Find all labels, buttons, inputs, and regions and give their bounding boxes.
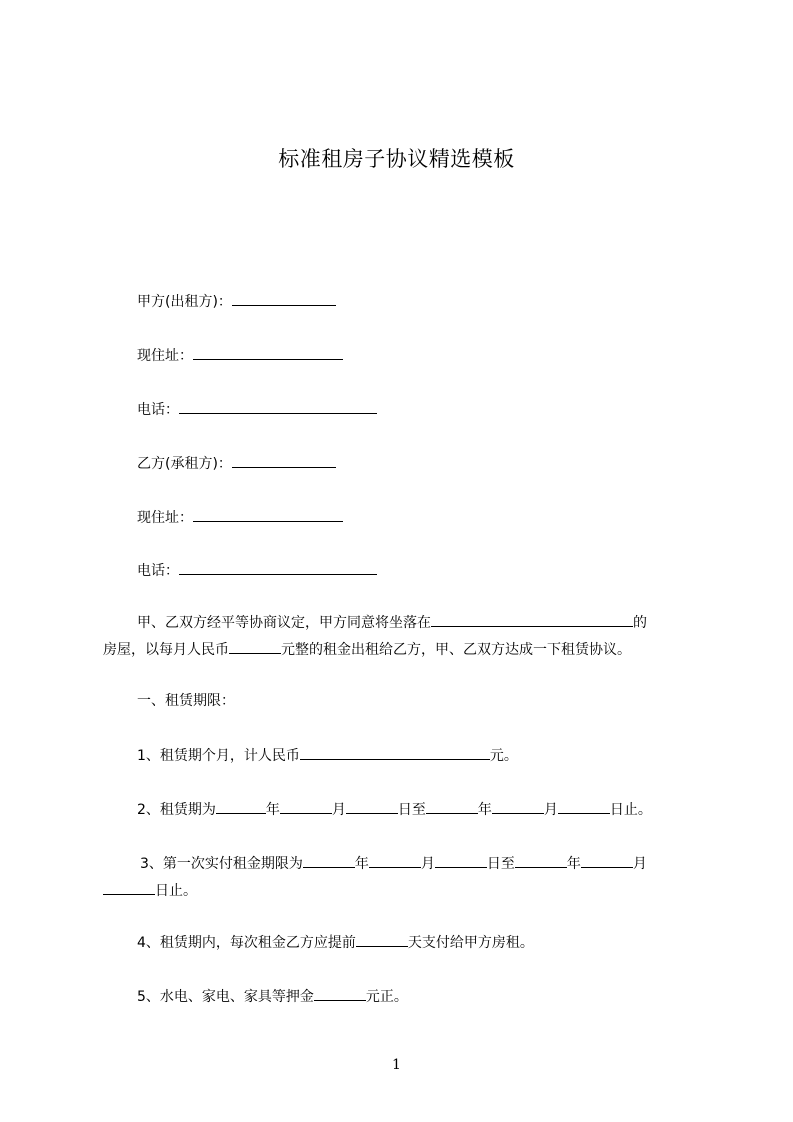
first-end-month-blank[interactable] bbox=[581, 853, 633, 868]
month-label: 月 bbox=[331, 802, 346, 818]
day-label: 日 bbox=[609, 802, 624, 818]
intro-text-4: 元整的租金出租给乙方，甲、乙双方达成一下租赁协议。 bbox=[281, 642, 631, 658]
property-location-blank[interactable] bbox=[431, 612, 633, 627]
item-3-line-2 bbox=[103, 880, 197, 901]
party-b-phone-blank[interactable] bbox=[179, 560, 377, 575]
end-label: 止。 bbox=[169, 883, 197, 899]
end-year-blank[interactable] bbox=[426, 799, 478, 814]
party-a-line bbox=[137, 291, 336, 312]
party-a-phone-blank[interactable] bbox=[179, 399, 377, 414]
party-a-blank[interactable] bbox=[232, 291, 336, 306]
intro-text-1: 甲、乙双方经平等协商议定，甲方同意将坐落在 bbox=[137, 615, 431, 631]
year-label: 年 bbox=[477, 802, 492, 818]
intro-text-3: 房屋，以每月人民币 bbox=[103, 642, 229, 658]
day-label: 日 bbox=[397, 802, 412, 818]
party-b-line bbox=[137, 453, 336, 474]
page-number: 1 bbox=[392, 1057, 401, 1073]
first-start-year-blank[interactable] bbox=[303, 853, 355, 868]
end-day-blank[interactable] bbox=[558, 799, 610, 814]
item-4-line bbox=[137, 932, 534, 953]
total-rent-blank[interactable] bbox=[300, 745, 490, 760]
party-a-address-line bbox=[137, 345, 343, 366]
party-a-phone-line bbox=[137, 399, 377, 420]
to-label: 至 bbox=[411, 802, 426, 818]
day-label: 日 bbox=[155, 883, 169, 899]
item-5-text-b: 元正。 bbox=[365, 989, 408, 1005]
item-1-text-a: 1、租赁期个月，计人民币 bbox=[137, 748, 300, 764]
item-1-line bbox=[137, 745, 518, 766]
end-label: 止。 bbox=[623, 802, 652, 818]
party-a-phone-label: 电话： bbox=[137, 402, 179, 418]
document-title: 标准租房子协议精选模板 bbox=[278, 147, 515, 171]
party-b-blank[interactable] bbox=[232, 453, 336, 468]
party-b-address-blank[interactable] bbox=[193, 507, 343, 522]
deposit-blank[interactable] bbox=[314, 986, 366, 1001]
year-label: 年 bbox=[354, 856, 369, 872]
party-b-phone-line bbox=[137, 560, 377, 581]
item-3-text-a: 3、第一次实付租金期限为 bbox=[140, 856, 303, 872]
month-label: 月 bbox=[543, 802, 558, 818]
intro-line-2 bbox=[103, 639, 631, 660]
first-end-day-blank[interactable] bbox=[103, 880, 155, 895]
party-b-label: 乙方(承租方)： bbox=[137, 456, 232, 472]
party-a-address-label: 现住址： bbox=[137, 348, 193, 364]
start-day-blank[interactable] bbox=[346, 799, 398, 814]
item-3-line-1 bbox=[140, 853, 647, 874]
intro-line-1 bbox=[137, 612, 647, 633]
advance-days-blank[interactable] bbox=[356, 932, 408, 947]
year-label: 年 bbox=[265, 802, 280, 818]
year-label: 年 bbox=[566, 856, 581, 872]
first-start-day-blank[interactable] bbox=[435, 853, 487, 868]
item-1-text-b: 元。 bbox=[489, 748, 518, 764]
day-label: 日 bbox=[486, 856, 501, 872]
item-5-text-a: 5、水电、家电、家具等押金 bbox=[137, 989, 314, 1005]
month-label: 月 bbox=[420, 856, 435, 872]
item-4-text-b: 天支付给甲方房租。 bbox=[407, 935, 534, 951]
to-label: 至 bbox=[500, 856, 515, 872]
monthly-rent-blank[interactable] bbox=[229, 639, 281, 654]
item-4-text-a: 4、租赁期内，每次租金乙方应提前 bbox=[137, 935, 356, 951]
first-start-month-blank[interactable] bbox=[369, 853, 421, 868]
end-month-blank[interactable] bbox=[492, 799, 544, 814]
first-end-year-blank[interactable] bbox=[515, 853, 567, 868]
month-label: 月 bbox=[632, 856, 647, 872]
item-2-line bbox=[137, 799, 652, 820]
party-a-address-blank[interactable] bbox=[193, 345, 343, 360]
intro-text-2: 的 bbox=[633, 615, 647, 631]
party-b-phone-label: 电话： bbox=[137, 563, 179, 579]
start-year-blank[interactable] bbox=[216, 799, 266, 814]
item-5-line bbox=[137, 986, 408, 1007]
party-b-address-line bbox=[137, 507, 343, 528]
party-a-label: 甲方(出租方)： bbox=[137, 294, 232, 310]
item-2-text-a: 2、租赁期为 bbox=[137, 802, 216, 818]
section-1-heading: 一、租赁期限： bbox=[137, 693, 235, 709]
party-b-address-label: 现住址： bbox=[137, 510, 193, 526]
start-month-blank[interactable] bbox=[280, 799, 332, 814]
